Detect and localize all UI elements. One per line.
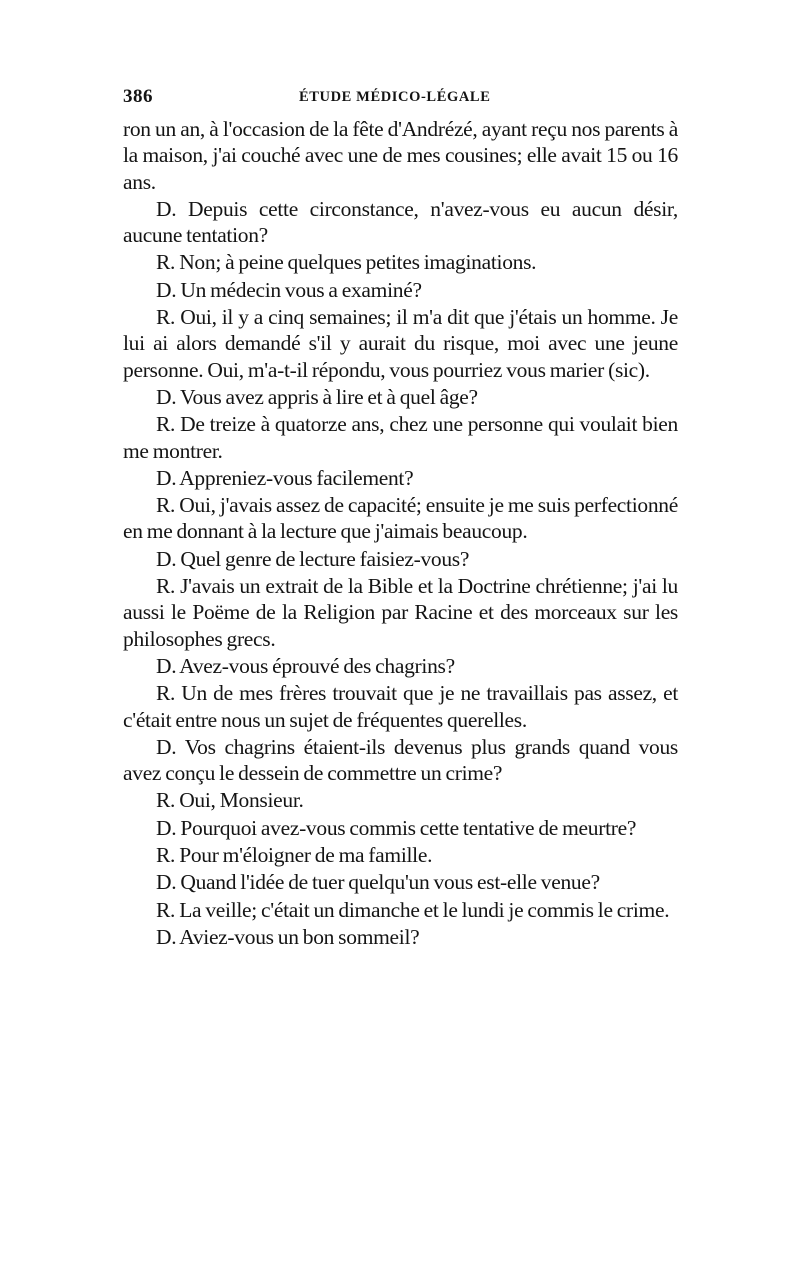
interview-paragraph: R. Pour m'éloigner de ma famille. [156, 843, 433, 868]
page-header [123, 86, 683, 110]
interview-paragraph: D. Aviez-vous un bon sommeil? [156, 924, 420, 949]
interview-paragraph: R. Oui, j'avais assez de capacité; ensuite je me suis perfectionné en me donnant à la lecture que j'aimais beaucoup. [123, 493, 678, 544]
interview-paragraph: ron un an, à l'occasion de la fête d'Andrézé, ayant reçu nos parents à la maison, j'ai couché avec une de mes cousines; elle avait 15 ou 16 ans. [123, 117, 678, 194]
interview-paragraph: D. Quel genre de lecture faisiez-vous? [156, 546, 470, 571]
interview-paragraph: R. Un de mes frères trouvait que je ne travaillais pas assez, et c'était entre nous un sujet de fréquentes querelles. [123, 681, 678, 732]
page-body [123, 116, 678, 951]
interview-paragraph: R. De treize à quatorze ans, chez une personne qui voulait bien me montrer. [123, 412, 678, 463]
running-title: ÉTUDE MÉDICO-LÉGALE [299, 89, 491, 105]
interview-paragraph: D. Quand l'idée de tuer quelqu'un vous est-elle venue? [156, 870, 600, 895]
interview-paragraph: D. Depuis cette circonstance, n'avez-vous eu aucun désir, aucune tentation? [123, 196, 678, 248]
interview-paragraph: R. La veille; c'était un dimanche et le lundi je commis le crime. [156, 897, 670, 922]
interview-paragraph: R. J'avais un extrait de la Bible et la Doctrine chrétienne; j'ai lu aussi le Poëme de la Religion par Racine et des morceaux sur les philosophes grecs. [123, 574, 678, 651]
interview-paragraph: R. Oui, il y a cinq semaines; il m'a dit que j'étais un homme. Je lui ai alors demandé s'il y aurait du risque, moi avec une jeune personne. Oui, m'a-t-il répondu, vous pourriez vous marier (sic). [123, 305, 678, 382]
interview-paragraph: D. Avez-vous éprouvé des chagrins? [156, 653, 455, 678]
interview-paragraph: D. Vos chagrins étaient-ils devenus plus grands quand vous avez conçu le dessein de commettre un crime? [123, 734, 678, 786]
interview-paragraph: D. Pourquoi avez-vous commis cette tentative de meurtre? [156, 815, 637, 840]
interview-paragraph: D. Vous avez appris à lire et à quel âge? [156, 384, 478, 409]
interview-paragraph: R. Non; à peine quelques petites imaginations. [156, 250, 537, 275]
interview-paragraph: D. Un médecin vous a examiné? [156, 277, 422, 302]
page-number: 386 [123, 86, 153, 107]
interview-paragraph: R. Oui, Monsieur. [156, 788, 304, 813]
interview-paragraph: D. Appreniez-vous facilement? [156, 465, 414, 490]
